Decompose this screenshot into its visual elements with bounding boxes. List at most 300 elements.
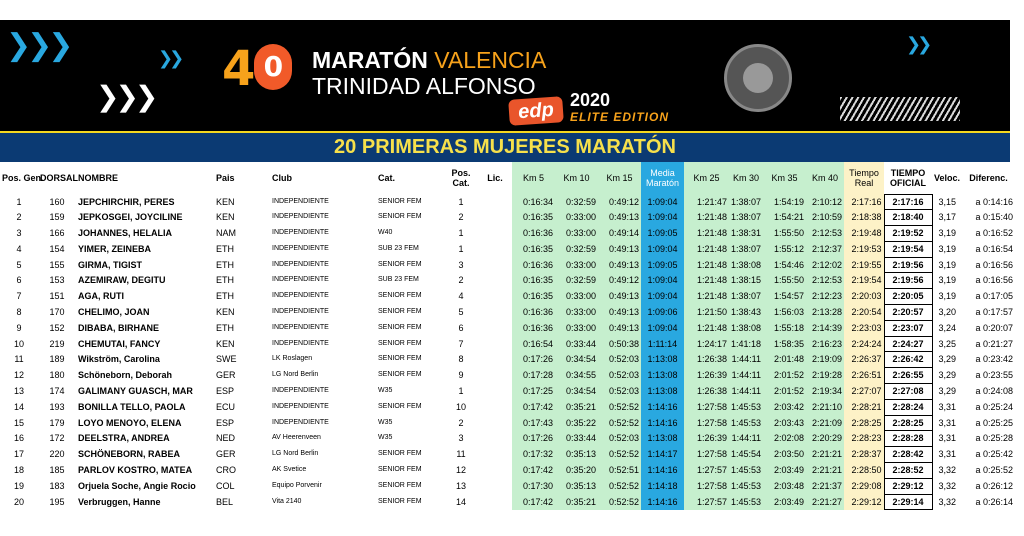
cell-k15: 0:52:51 xyxy=(598,463,641,479)
cell-k40: 2:12:02 xyxy=(806,257,844,273)
cell-poscat: 6 xyxy=(458,322,464,333)
cell-dif: a 0:26:14 xyxy=(975,496,1013,507)
cell-dorsal: 219 xyxy=(49,338,65,349)
cell-oficial: 2:28:25 xyxy=(884,415,932,431)
results-table xyxy=(0,162,1015,510)
cell-k30: 1:38:07 xyxy=(729,289,763,305)
header-km25: Km 25 xyxy=(684,162,729,194)
cell-k25: 1:27:57 xyxy=(684,494,729,510)
cell-real: 2:26:51 xyxy=(844,368,884,384)
table-row xyxy=(0,289,1015,305)
cell-real: 2:26:37 xyxy=(844,352,884,368)
cell-k5: 0:17:26 xyxy=(512,431,555,447)
cell-nombre: CHEMUTAI, FANCY xyxy=(78,338,161,349)
cell-real: 2:29:08 xyxy=(844,478,884,494)
cell-k40: 2:19:34 xyxy=(806,384,844,400)
cell-k35: 2:03:49 xyxy=(763,494,806,510)
cell-k10: 0:32:59 xyxy=(555,194,598,210)
cell-k15: 0:49:13 xyxy=(598,320,641,336)
cell-oficial: 2:26:55 xyxy=(884,368,932,384)
cell-oficial: 2:26:42 xyxy=(884,352,932,368)
cell-poscat: 11 xyxy=(456,449,466,460)
cell-k25: 1:26:39 xyxy=(684,431,729,447)
cell-pais: ECU xyxy=(216,401,236,412)
cell-k5: 0:16:36 xyxy=(512,257,555,273)
cell-veloc: 3,29 xyxy=(938,386,957,397)
cell-lic xyxy=(478,241,512,257)
table-row xyxy=(0,494,1015,510)
cell-k10: 0:35:21 xyxy=(555,399,598,415)
cell-lic xyxy=(478,415,512,431)
table-row xyxy=(0,463,1015,479)
cell-k15: 0:52:03 xyxy=(598,352,641,368)
header-tiempo-oficial: TIEMPO OFICIAL xyxy=(890,167,926,188)
cell-media: 1:14:16 xyxy=(641,463,684,479)
cell-k35: 1:54:46 xyxy=(763,257,806,273)
cell-k40: 2:19:09 xyxy=(806,352,844,368)
cell-pos: 8 xyxy=(16,307,22,318)
table-row xyxy=(0,336,1015,352)
cell-dorsal: 185 xyxy=(49,465,65,476)
cell-lic xyxy=(478,273,512,289)
cell-cat: W35 xyxy=(378,434,393,442)
cell-nombre: PARLOV KOSTRO, MATEA xyxy=(78,465,193,476)
cell-lic xyxy=(478,289,512,305)
table-row xyxy=(0,226,1015,242)
cell-k15: 0:49:13 xyxy=(598,305,641,321)
cell-k5: 0:16:35 xyxy=(512,273,555,289)
cell-k5: 0:17:30 xyxy=(512,478,555,494)
cell-club: INDEPENDIENTE xyxy=(272,387,329,395)
cell-real: 2:23:03 xyxy=(844,320,884,336)
table-row xyxy=(0,305,1015,321)
cell-nombre: Verbruggen, Hanne xyxy=(78,496,161,507)
cell-lic xyxy=(478,384,512,400)
edition-year: 2020 xyxy=(570,90,611,110)
cell-media: 1:09:04 xyxy=(641,289,684,305)
cell-k5: 0:17:28 xyxy=(512,368,555,384)
cell-lic xyxy=(478,194,512,210)
cell-poscat: 3 xyxy=(458,259,464,270)
cell-k30: 1:45:53 xyxy=(729,494,763,510)
cell-k25: 1:21:50 xyxy=(684,305,729,321)
cell-real: 2:28:23 xyxy=(844,431,884,447)
cell-k40: 2:16:23 xyxy=(806,336,844,352)
cell-dif: a 0:17:05 xyxy=(975,291,1013,302)
cell-k35: 1:58:35 xyxy=(763,336,806,352)
cell-k40: 2:10:12 xyxy=(806,194,844,210)
cell-k40: 2:21:37 xyxy=(806,478,844,494)
cell-oficial: 2:28:28 xyxy=(884,431,932,447)
cell-dif: a 0:17:57 xyxy=(975,307,1013,318)
cell-k10: 0:34:54 xyxy=(555,352,598,368)
cell-poscat: 12 xyxy=(455,465,466,476)
cell-k30: 1:44:11 xyxy=(729,431,763,447)
cell-club: AK Svetice xyxy=(272,466,307,474)
cell-media: 1:13:08 xyxy=(641,384,684,400)
cell-k10: 0:35:21 xyxy=(555,494,598,510)
cell-dorsal: 166 xyxy=(49,228,65,239)
cell-dorsal: 153 xyxy=(49,275,65,286)
cell-veloc: 3,32 xyxy=(938,496,957,507)
cell-media: 1:09:05 xyxy=(641,257,684,273)
cell-lic xyxy=(478,399,512,415)
cell-pais: KEN xyxy=(216,338,235,349)
cell-pos: 20 xyxy=(13,496,24,507)
cell-k25: 1:26:38 xyxy=(684,352,729,368)
cell-k5: 0:16:35 xyxy=(512,241,555,257)
cell-veloc: 3,31 xyxy=(938,401,957,412)
cell-nombre: LOYO MENOYO, ELENA xyxy=(78,417,182,428)
cell-cat: SENIOR FEM xyxy=(378,308,422,316)
cell-veloc: 3,19 xyxy=(938,275,957,286)
cell-k25: 1:21:48 xyxy=(684,210,729,226)
cell-media: 1:09:04 xyxy=(641,194,684,210)
cell-oficial: 2:20:05 xyxy=(884,289,932,305)
cell-pais: KEN xyxy=(216,307,235,318)
cell-k5: 0:16:36 xyxy=(512,226,555,242)
cell-media: 1:11:14 xyxy=(641,336,684,352)
cell-k10: 0:33:00 xyxy=(555,226,598,242)
cell-club: INDEPENDIENTE xyxy=(272,276,329,284)
cell-dorsal: 174 xyxy=(49,386,65,397)
cell-oficial: 2:27:08 xyxy=(884,384,932,400)
cell-oficial: 2:28:52 xyxy=(884,463,932,479)
header-km30: Km 30 xyxy=(729,162,763,194)
cell-oficial: 2:23:07 xyxy=(884,320,932,336)
cell-k30: 1:38:07 xyxy=(729,194,763,210)
header-cat: Cat. xyxy=(378,173,396,183)
header-km35: Km 35 xyxy=(763,162,806,194)
cell-k40: 2:21:27 xyxy=(806,494,844,510)
cell-pais: ETH xyxy=(216,243,234,254)
brand-maraton: MARATÓN xyxy=(312,47,428,73)
cell-k25: 1:27:58 xyxy=(684,478,729,494)
cell-nombre: YIMER, ZEINEBA xyxy=(78,243,152,254)
cell-k15: 0:52:52 xyxy=(598,478,641,494)
cell-veloc: 3,19 xyxy=(938,259,957,270)
table-row xyxy=(0,368,1015,384)
cell-k30: 1:38:31 xyxy=(729,226,763,242)
cell-k25: 1:21:48 xyxy=(684,289,729,305)
cell-oficial: 2:29:14 xyxy=(884,494,932,510)
cell-pais: ESP xyxy=(216,417,235,428)
table-row xyxy=(0,478,1015,494)
cell-pos: 10 xyxy=(13,338,24,349)
header-tiempo-real: Tiempo Real xyxy=(844,162,884,194)
cell-k10: 0:35:22 xyxy=(555,415,598,431)
cell-poscat: 2 xyxy=(458,417,464,428)
cell-cat: SENIOR FEM xyxy=(378,371,422,379)
cell-k25: 1:21:48 xyxy=(684,257,729,273)
cell-k40: 2:10:59 xyxy=(806,210,844,226)
cell-k40: 2:21:09 xyxy=(806,415,844,431)
cell-k35: 1:55:50 xyxy=(763,226,806,242)
cell-k5: 0:17:42 xyxy=(512,463,555,479)
cell-real: 2:28:50 xyxy=(844,463,884,479)
cell-dif: a 0:14:16 xyxy=(975,196,1013,207)
cell-k15: 0:52:52 xyxy=(598,494,641,510)
cell-veloc: 3,20 xyxy=(938,307,957,318)
cell-media: 1:13:08 xyxy=(641,368,684,384)
cell-k30: 1:38:08 xyxy=(729,320,763,336)
cell-club: INDEPENDIENTE xyxy=(272,292,329,300)
cell-k10: 0:32:59 xyxy=(555,273,598,289)
cell-veloc: 3,25 xyxy=(938,338,957,349)
cell-poscat: 13 xyxy=(455,480,466,491)
cell-k15: 0:49:12 xyxy=(598,273,641,289)
results-title: 20 PRIMERAS MUJERES MARATÓN xyxy=(334,136,676,158)
cell-k30: 1:44:11 xyxy=(729,384,763,400)
cell-k30: 1:44:11 xyxy=(729,352,763,368)
cell-media: 1:14:18 xyxy=(641,478,684,494)
anniversary-logo xyxy=(222,41,292,97)
cell-cat: SENIOR FEM xyxy=(378,339,422,347)
cell-lic xyxy=(478,478,512,494)
cell-pos: 4 xyxy=(16,243,22,254)
cell-cat: SENIOR FEM xyxy=(378,323,422,331)
cell-real: 2:20:54 xyxy=(844,305,884,321)
cell-club: Equipo Porvenir xyxy=(272,481,322,489)
header-km15: Km 15 xyxy=(598,162,641,194)
cell-dorsal: 170 xyxy=(49,307,65,318)
cell-club: INDEPENDIENTE xyxy=(272,418,329,426)
cell-k35: 1:54:19 xyxy=(763,194,806,210)
header-media-maraton: Media Maratón xyxy=(641,162,684,194)
cell-pais: GER xyxy=(216,449,236,460)
cell-veloc: 3,32 xyxy=(938,480,957,491)
cell-dif: a 0:23:55 xyxy=(975,370,1013,381)
cell-poscat: 1 xyxy=(458,196,464,207)
cell-k40: 2:21:21 xyxy=(806,447,844,463)
cell-nombre: DIBABA, BIRHANE xyxy=(78,322,159,333)
cell-lic xyxy=(478,463,512,479)
cell-poscat: 14 xyxy=(455,496,466,507)
cell-cat: W35 xyxy=(378,418,393,426)
cell-pos: 12 xyxy=(13,370,24,381)
cell-pos: 19 xyxy=(13,480,24,491)
cell-media: 1:13:08 xyxy=(641,431,684,447)
cell-nombre: AGA, RUTI xyxy=(78,291,124,302)
anniversary-digit-0: 0 xyxy=(254,44,292,90)
brand-valencia: VALENCIA xyxy=(434,47,547,73)
cell-dif: a 0:15:40 xyxy=(975,212,1013,223)
cell-dif: a 0:26:12 xyxy=(975,480,1013,491)
cell-dorsal: 155 xyxy=(49,259,65,270)
cell-k25: 1:21:47 xyxy=(684,194,729,210)
cell-nombre: Schöneborn, Deborah xyxy=(78,370,173,381)
cell-k40: 2:20:29 xyxy=(806,431,844,447)
cell-k15: 0:52:03 xyxy=(598,384,641,400)
cell-cat: SENIOR FEM xyxy=(378,497,422,505)
cell-k5: 0:16:36 xyxy=(512,305,555,321)
cell-dorsal: 152 xyxy=(49,322,65,333)
cell-dorsal: 154 xyxy=(49,243,65,254)
cell-k30: 1:44:11 xyxy=(729,368,763,384)
table-row xyxy=(0,241,1015,257)
cell-lic xyxy=(478,431,512,447)
cell-poscat: 2 xyxy=(458,212,464,223)
cell-cat: SENIOR FEM xyxy=(378,355,422,363)
cell-pais: KEN xyxy=(216,212,235,223)
cell-k5: 0:17:42 xyxy=(512,399,555,415)
cell-oficial: 2:19:52 xyxy=(884,226,932,242)
cell-k35: 2:03:49 xyxy=(763,463,806,479)
table-row xyxy=(0,273,1015,289)
cell-k10: 0:33:44 xyxy=(555,336,598,352)
table-row xyxy=(0,431,1015,447)
cell-veloc: 3,31 xyxy=(938,449,957,460)
cell-k15: 0:52:03 xyxy=(598,368,641,384)
cell-real: 2:19:48 xyxy=(844,226,884,242)
cell-poscat: 10 xyxy=(455,401,466,412)
cell-poscat: 5 xyxy=(458,307,464,318)
header-pos-cat: Pos. Cat. xyxy=(451,168,471,188)
cell-k15: 0:52:52 xyxy=(598,399,641,415)
cell-lic xyxy=(478,305,512,321)
header-veloc: Veloc. xyxy=(934,173,961,183)
cell-k5: 0:17:43 xyxy=(512,415,555,431)
cell-k40: 2:12:23 xyxy=(806,289,844,305)
cell-k15: 0:49:13 xyxy=(598,241,641,257)
cell-club: INDEPENDIENTE xyxy=(272,213,329,221)
cell-pos: 16 xyxy=(13,433,24,444)
cell-k10: 0:33:00 xyxy=(555,320,598,336)
cell-k25: 1:26:38 xyxy=(684,384,729,400)
header-km10: Km 10 xyxy=(555,162,598,194)
cell-k30: 1:38:08 xyxy=(729,257,763,273)
cell-pos: 2 xyxy=(16,212,22,223)
cell-pais: NED xyxy=(216,433,236,444)
cell-k30: 1:41:18 xyxy=(729,336,763,352)
cell-lic xyxy=(478,336,512,352)
cell-cat: W35 xyxy=(378,387,393,395)
cell-k30: 1:45:53 xyxy=(729,415,763,431)
header-km5: Km 5 xyxy=(512,162,555,194)
cell-k35: 2:03:50 xyxy=(763,447,806,463)
header-dorsal: DORSAL xyxy=(40,173,78,183)
cell-veloc: 3,19 xyxy=(938,243,957,254)
cell-oficial: 2:17:16 xyxy=(884,194,932,210)
cell-lic xyxy=(478,320,512,336)
header-diferenc: Diferenc. xyxy=(969,173,1008,183)
cell-cat: SENIOR FEM xyxy=(378,197,422,205)
cell-nombre: Orjuela Soche, Angie Rocio xyxy=(78,480,196,491)
cell-k5: 0:17:25 xyxy=(512,384,555,400)
cell-pos: 11 xyxy=(14,354,24,365)
cell-dif: a 0:25:28 xyxy=(975,433,1013,444)
cell-dorsal: 159 xyxy=(49,212,65,223)
cell-dif: a 0:16:52 xyxy=(975,228,1013,239)
header-club: Club xyxy=(272,173,292,183)
cell-nombre: GIRMA, TIGIST xyxy=(78,259,142,270)
header-nombre: NOMBRE xyxy=(78,173,118,183)
cell-dorsal: 151 xyxy=(49,291,65,302)
cell-k15: 0:49:13 xyxy=(598,289,641,305)
cell-club: LG Nord Berlin xyxy=(272,450,319,458)
cell-k40: 2:12:37 xyxy=(806,241,844,257)
cell-club: INDEPENDIENTE xyxy=(272,197,329,205)
cell-media: 1:14:17 xyxy=(641,447,684,463)
cell-real: 2:24:24 xyxy=(844,336,884,352)
cell-k25: 1:27:58 xyxy=(684,447,729,463)
cell-club: INDEPENDIENTE xyxy=(272,402,329,410)
table-row xyxy=(0,447,1015,463)
cell-veloc: 3,19 xyxy=(938,228,957,239)
cell-real: 2:28:21 xyxy=(844,399,884,415)
cell-k10: 0:35:13 xyxy=(555,447,598,463)
cell-k25: 1:21:48 xyxy=(684,226,729,242)
cell-veloc: 3,29 xyxy=(938,354,957,365)
cell-cat: SENIOR FEM xyxy=(378,402,422,410)
cell-k5: 0:16:34 xyxy=(512,194,555,210)
cell-real: 2:19:54 xyxy=(844,273,884,289)
cell-oficial: 2:19:54 xyxy=(884,241,932,257)
header-lic: Lic. xyxy=(487,173,503,183)
cell-pais: KEN xyxy=(216,196,235,207)
cell-pais: COL xyxy=(216,480,235,491)
cell-pais: ESP xyxy=(216,386,235,397)
anniversary-digit-4: 4 xyxy=(222,41,253,97)
cell-k5: 0:16:35 xyxy=(512,289,555,305)
cell-cat: SUB 23 FEM xyxy=(378,276,419,284)
cell-dif: a 0:24:08 xyxy=(975,386,1013,397)
cell-k40: 2:14:39 xyxy=(806,320,844,336)
cell-k35: 2:03:43 xyxy=(763,415,806,431)
cell-k40: 2:21:10 xyxy=(806,399,844,415)
cell-nombre: GALIMANY GUASCH, MAR xyxy=(78,386,193,397)
cell-nombre: Wikström, Carolina xyxy=(78,354,160,365)
cell-dif: a 0:23:42 xyxy=(975,354,1013,365)
cell-k5: 0:17:32 xyxy=(512,447,555,463)
cell-k30: 1:38:43 xyxy=(729,305,763,321)
cell-k10: 0:35:13 xyxy=(555,478,598,494)
cell-nombre: JOHANNES, HELALIA xyxy=(78,228,173,239)
cell-club: INDEPENDIENTE xyxy=(272,260,329,268)
cell-k40: 2:21:21 xyxy=(806,463,844,479)
brand-line-1 xyxy=(312,48,546,72)
cell-lic xyxy=(478,352,512,368)
world-athletics-seal-icon xyxy=(724,44,792,112)
cell-club: LG Nord Berlin xyxy=(272,371,319,379)
cell-veloc: 3,31 xyxy=(938,433,957,444)
cell-lic xyxy=(478,368,512,384)
cell-lic xyxy=(478,494,512,510)
cell-pos: 18 xyxy=(13,465,24,476)
cell-pais: CRO xyxy=(216,465,236,476)
cell-pos: 9 xyxy=(16,322,22,333)
cell-media: 1:13:08 xyxy=(641,352,684,368)
cell-media: 1:14:16 xyxy=(641,399,684,415)
cell-k30: 1:45:54 xyxy=(729,447,763,463)
cell-media: 1:09:06 xyxy=(641,305,684,321)
chevrons-left-icon: ❯❯❯ xyxy=(6,28,70,63)
cell-dif: a 0:16:54 xyxy=(975,243,1013,254)
cell-dif: a 0:25:42 xyxy=(975,449,1013,460)
table-row xyxy=(0,352,1015,368)
cell-k35: 2:03:42 xyxy=(763,399,806,415)
cell-k15: 0:49:13 xyxy=(598,257,641,273)
cell-k35: 2:03:48 xyxy=(763,478,806,494)
cell-club: INDEPENDIENTE xyxy=(272,229,329,237)
cell-lic xyxy=(478,447,512,463)
edition-label: ELITE EDITION xyxy=(570,110,670,124)
cell-veloc: 3,15 xyxy=(938,196,957,207)
cell-k30: 1:38:15 xyxy=(729,273,763,289)
cell-oficial: 2:20:57 xyxy=(884,305,932,321)
cell-k25: 1:27:58 xyxy=(684,415,729,431)
cell-poscat: 8 xyxy=(458,354,464,365)
